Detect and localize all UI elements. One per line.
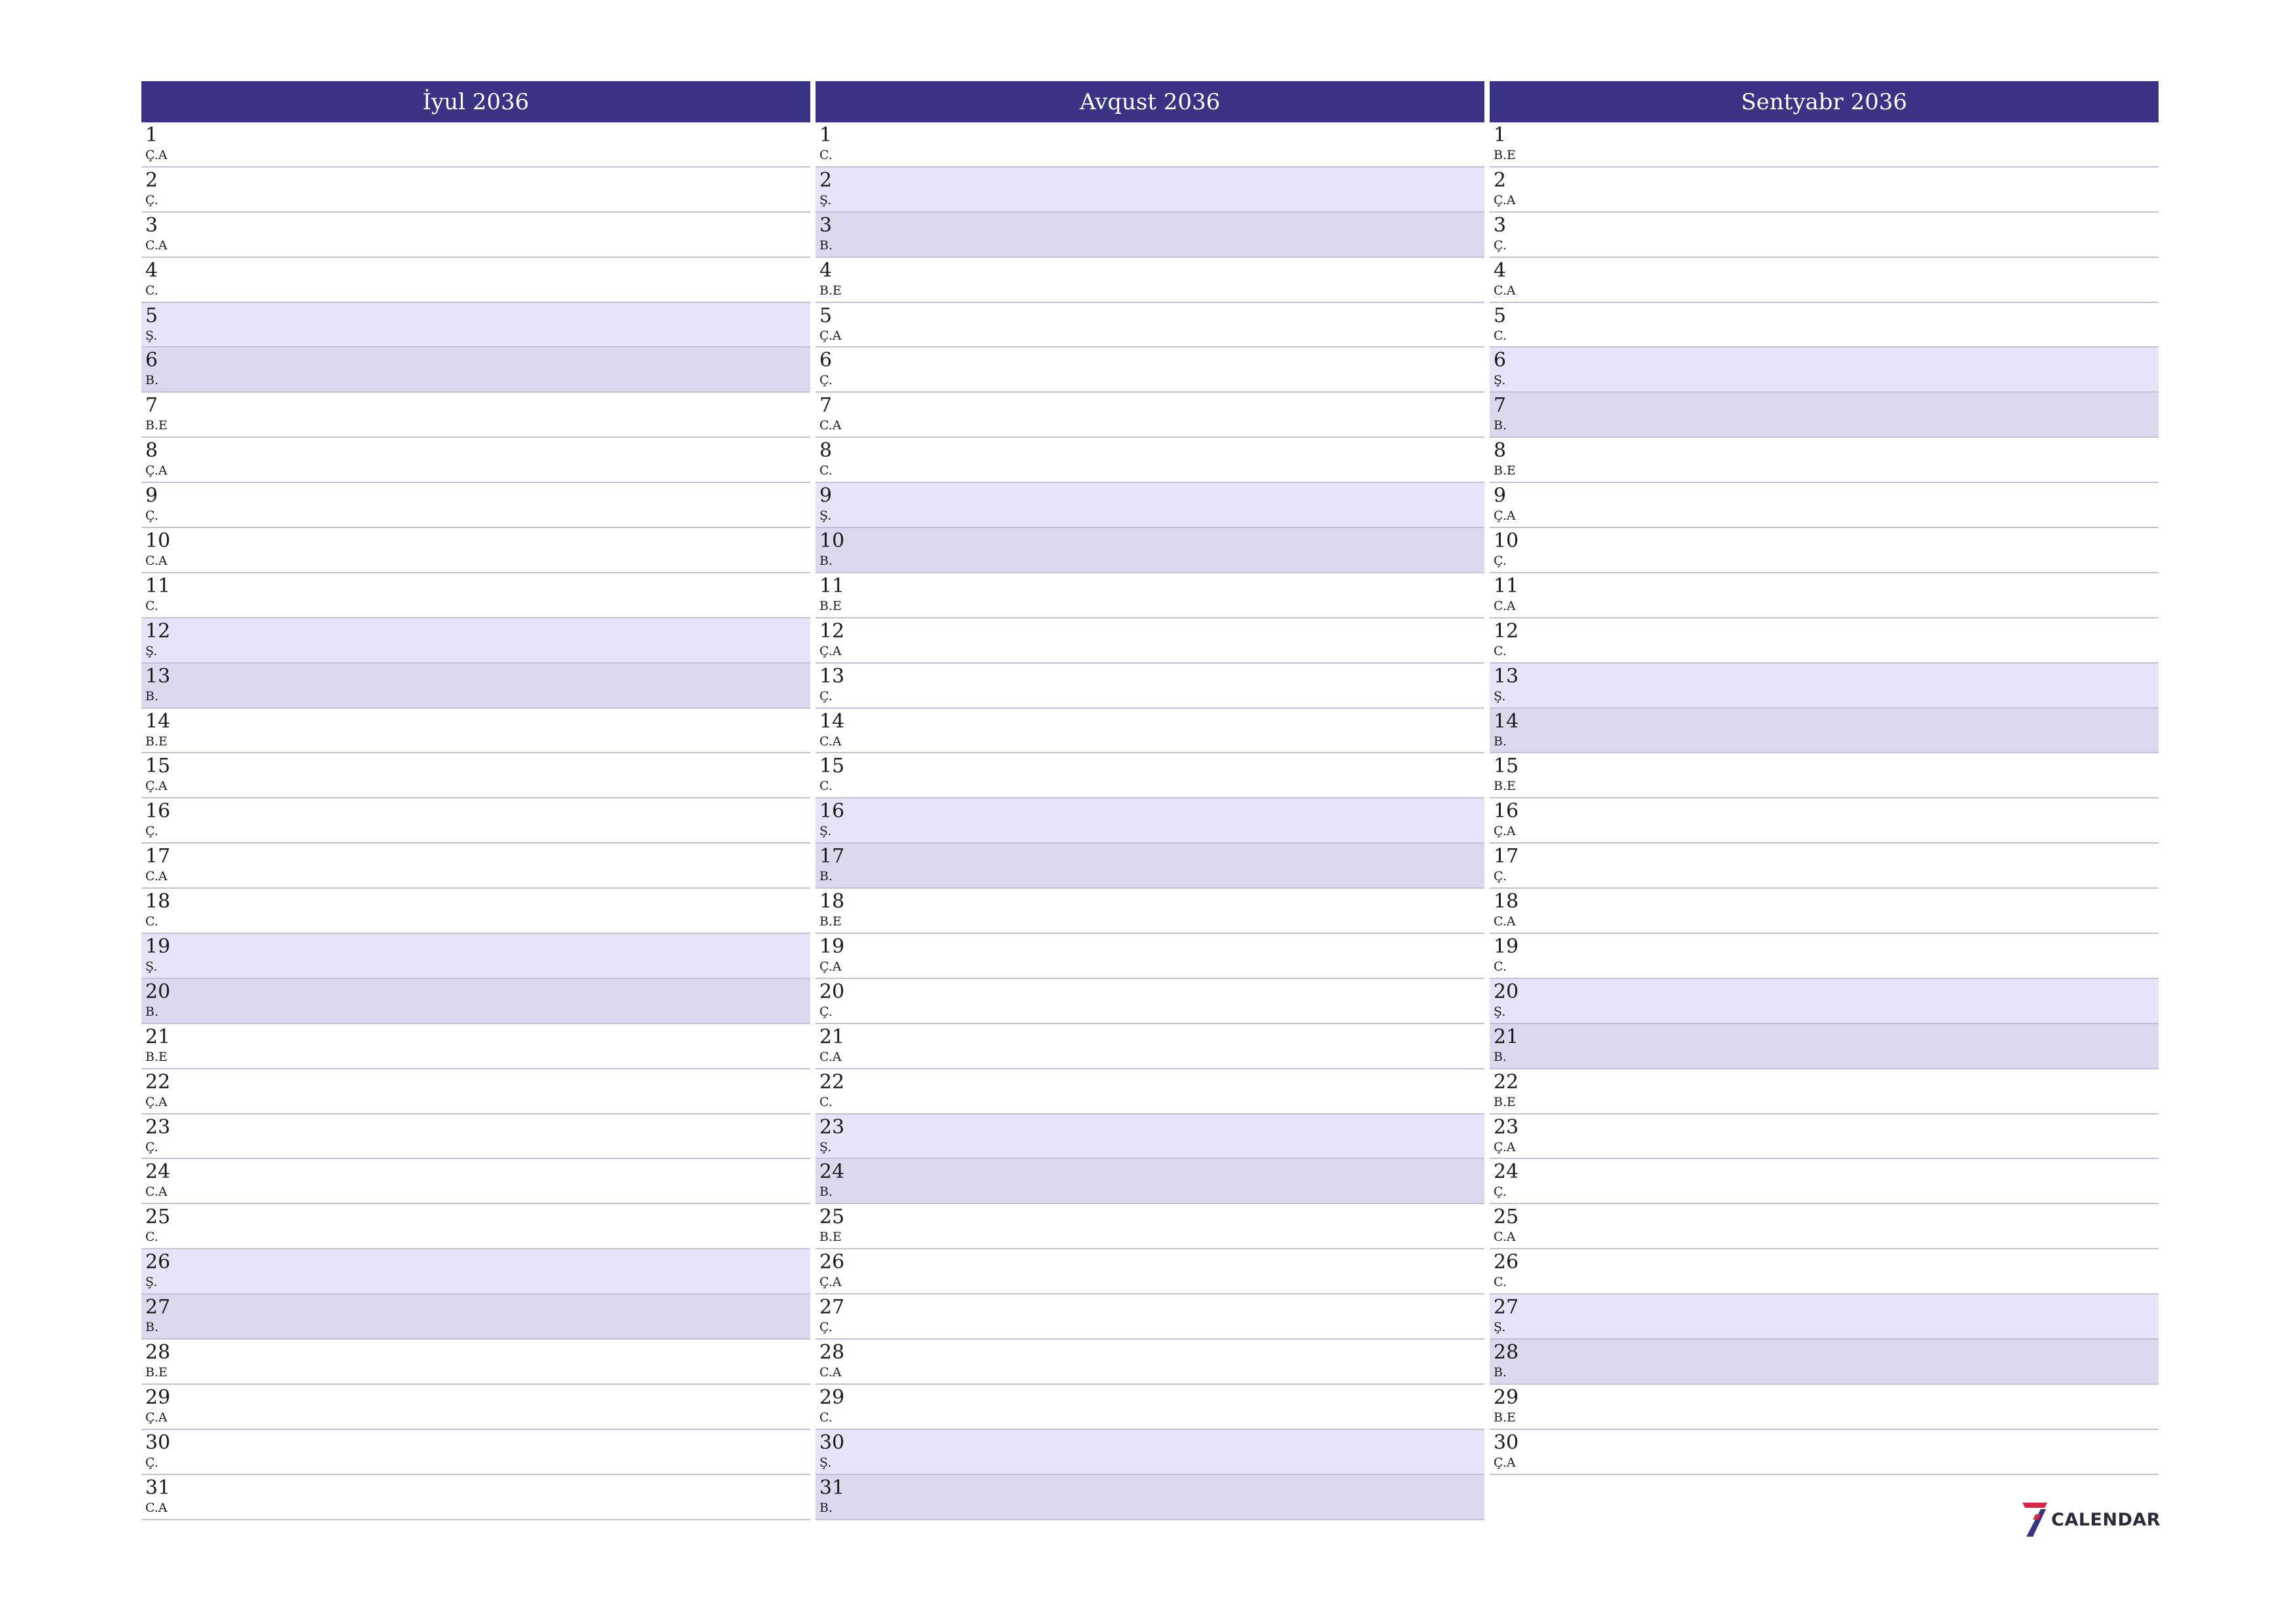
day-number: 25 — [1494, 1205, 1519, 1229]
weekday-label: Ç.A — [145, 148, 168, 162]
month-september — [1490, 81, 2159, 1475]
weekday-label: C.A — [145, 238, 168, 253]
day-number: 8 — [1494, 439, 1507, 463]
day-number: 16 — [819, 800, 845, 823]
weekday-label: B. — [145, 1320, 159, 1335]
weekday-label: Ç. — [819, 688, 833, 704]
day-row — [141, 934, 810, 979]
weekday-label: C. — [819, 779, 833, 794]
weekday-label: Ç. — [1494, 238, 1507, 253]
weekday-label: Ş. — [145, 1275, 158, 1290]
day-number: 5 — [145, 304, 158, 327]
day-row — [1490, 1385, 2159, 1430]
weekday-label: Ş. — [145, 959, 158, 974]
weekday-label: Ç.A — [819, 1275, 842, 1290]
day-number: 27 — [145, 1296, 171, 1319]
day-row — [1490, 618, 2159, 664]
weekday-label: Ç.A — [1494, 1139, 1516, 1154]
day-row — [816, 573, 1484, 618]
day-row — [1490, 1430, 2159, 1475]
month-title: Avqust 2036 — [816, 81, 1484, 122]
weekday-label: B.E — [819, 283, 842, 298]
day-row — [141, 528, 810, 573]
weekday-label: Ş. — [819, 1455, 832, 1470]
day-row — [141, 348, 810, 393]
day-row — [141, 168, 810, 213]
day-row — [141, 1204, 810, 1249]
weekday-label: C.A — [145, 1185, 168, 1200]
day-list — [1490, 122, 2159, 1475]
weekday-label: Ş. — [1494, 1320, 1506, 1335]
weekday-label: Ç. — [145, 824, 158, 839]
day-row — [141, 1340, 810, 1385]
weekday-label: Ç. — [145, 1455, 158, 1470]
weekday-label: Ş. — [1494, 1004, 1506, 1019]
day-row — [816, 934, 1484, 979]
day-number: 28 — [819, 1341, 845, 1364]
day-row — [1490, 1069, 2159, 1115]
weekday-label: Ç. — [145, 508, 158, 524]
day-row — [1490, 348, 2159, 393]
weekday-label: Ç.A — [819, 959, 842, 974]
day-row — [141, 1249, 810, 1294]
weekday-label: Ş. — [819, 1139, 832, 1154]
day-number: 14 — [1494, 709, 1519, 733]
weekday-label: C. — [145, 283, 158, 298]
day-number: 5 — [1494, 304, 1507, 327]
day-number: 2 — [145, 168, 158, 192]
day-row — [1490, 303, 2159, 348]
day-number: 30 — [1494, 1431, 1519, 1454]
weekday-label: B.E — [1494, 148, 1516, 162]
day-row — [141, 709, 810, 754]
weekday-label: B. — [1494, 1365, 1507, 1380]
day-number: 27 — [1494, 1296, 1519, 1319]
day-number: 18 — [819, 890, 845, 914]
day-number: 6 — [1494, 349, 1507, 372]
day-number: 12 — [1494, 619, 1519, 643]
day-number: 15 — [145, 755, 171, 778]
weekday-label: B.E — [819, 598, 842, 613]
day-number: 6 — [145, 349, 158, 372]
day-row — [141, 844, 810, 889]
day-row — [816, 1294, 1484, 1340]
day-row — [816, 483, 1484, 528]
day-number: 9 — [819, 484, 833, 508]
weekday-label: C. — [145, 914, 158, 929]
day-row — [141, 213, 810, 258]
weekday-label: C. — [819, 463, 833, 478]
weekday-label: C. — [145, 1230, 158, 1245]
weekday-label: Ç.A — [145, 463, 168, 478]
day-row — [141, 258, 810, 303]
day-row — [816, 664, 1484, 709]
day-row — [141, 618, 810, 664]
weekday-label: Ç. — [1494, 1185, 1507, 1200]
day-row — [816, 393, 1484, 438]
weekday-label: B.E — [819, 1230, 842, 1245]
day-number: 22 — [819, 1070, 845, 1094]
day-row — [1490, 213, 2159, 258]
day-number: 24 — [819, 1160, 845, 1184]
weekday-label: B.E — [1494, 1094, 1516, 1109]
weekday-label: C. — [1494, 643, 1507, 658]
day-number: 4 — [145, 259, 158, 282]
day-number: 15 — [819, 755, 845, 778]
weekday-label: C.A — [145, 1500, 168, 1515]
day-row — [816, 1430, 1484, 1475]
day-row — [1490, 393, 2159, 438]
day-number: 17 — [1494, 845, 1519, 868]
weekday-label: Ş. — [819, 508, 832, 524]
day-row — [1490, 528, 2159, 573]
day-row — [1490, 844, 2159, 889]
day-row — [141, 303, 810, 348]
weekday-label: B. — [819, 1500, 833, 1515]
day-row — [816, 1475, 1484, 1520]
weekday-label: B.E — [1494, 1410, 1516, 1425]
day-number: 23 — [819, 1115, 845, 1139]
brand-logo — [2021, 1503, 2161, 1537]
weekday-label: B.E — [1494, 779, 1516, 794]
day-number: 14 — [145, 709, 171, 733]
weekday-label: Ç.A — [819, 328, 842, 343]
day-row — [1490, 438, 2159, 483]
day-number: 21 — [819, 1025, 845, 1048]
day-row — [141, 1430, 810, 1475]
day-row — [1490, 709, 2159, 754]
day-number: 8 — [819, 439, 833, 463]
day-row — [1490, 664, 2159, 709]
day-number: 17 — [819, 845, 845, 868]
seven-logo-icon — [2021, 1503, 2047, 1537]
day-number: 14 — [819, 709, 845, 733]
day-number: 25 — [145, 1205, 171, 1229]
day-row — [1490, 1159, 2159, 1204]
weekday-label: B. — [1494, 1049, 1507, 1064]
day-row — [816, 528, 1484, 573]
weekday-label: B.E — [1494, 463, 1516, 478]
day-row — [141, 1024, 810, 1069]
weekday-label: C. — [819, 1094, 833, 1109]
weekday-label: B. — [819, 554, 833, 569]
day-row — [816, 1024, 1484, 1069]
day-number: 12 — [145, 619, 171, 643]
weekday-label: C.A — [1494, 914, 1516, 929]
weekday-label: C. — [1494, 328, 1507, 343]
day-row — [1490, 122, 2159, 168]
weekday-label: C. — [819, 1410, 833, 1425]
weekday-label: B. — [145, 373, 159, 388]
day-row — [141, 438, 810, 483]
day-list — [141, 122, 810, 1520]
day-number: 30 — [819, 1431, 845, 1454]
day-number: 16 — [1494, 800, 1519, 823]
day-list — [816, 122, 1484, 1520]
day-number: 22 — [145, 1070, 171, 1094]
day-number: 3 — [145, 213, 158, 237]
day-number: 3 — [1494, 213, 1507, 237]
weekday-label: C.A — [819, 1365, 842, 1380]
day-number: 11 — [145, 574, 171, 597]
weekday-label: B.E — [145, 418, 168, 433]
day-row — [816, 258, 1484, 303]
day-number: 9 — [1494, 484, 1507, 508]
day-number: 20 — [1494, 980, 1519, 1003]
weekday-label: B. — [819, 1185, 833, 1200]
day-number: 12 — [819, 619, 845, 643]
weekday-label: B.E — [145, 734, 168, 749]
weekday-label: Ç.A — [1494, 824, 1516, 839]
weekday-label: B. — [1494, 418, 1507, 433]
day-row — [1490, 1294, 2159, 1340]
day-row — [1490, 798, 2159, 844]
weekday-label: Ç.A — [1494, 508, 1516, 524]
day-number: 11 — [1494, 574, 1519, 597]
day-number: 18 — [1494, 890, 1519, 914]
day-number: 6 — [819, 349, 833, 372]
day-row — [816, 979, 1484, 1024]
day-number: 10 — [145, 529, 171, 553]
day-row — [816, 1249, 1484, 1294]
day-number: 11 — [819, 574, 845, 597]
day-row — [1490, 753, 2159, 798]
day-number: 1 — [1494, 124, 1507, 147]
weekday-label: C.A — [145, 869, 168, 884]
day-row — [816, 709, 1484, 754]
weekday-label: Ç.A — [145, 779, 168, 794]
day-number: 9 — [145, 484, 158, 508]
day-row — [1490, 483, 2159, 528]
weekday-label: Ş. — [819, 824, 832, 839]
day-number: 7 — [145, 394, 158, 418]
day-number: 16 — [145, 800, 171, 823]
weekday-label: Ç. — [819, 1004, 833, 1019]
day-number: 31 — [819, 1476, 845, 1499]
day-number: 23 — [145, 1115, 171, 1139]
day-row — [141, 573, 810, 618]
day-row — [816, 618, 1484, 664]
day-number: 22 — [1494, 1070, 1519, 1094]
day-row — [816, 348, 1484, 393]
day-number: 23 — [1494, 1115, 1519, 1139]
day-number: 7 — [819, 394, 833, 418]
day-row — [141, 1159, 810, 1204]
day-number: 4 — [1494, 259, 1507, 282]
day-number: 10 — [1494, 529, 1519, 553]
month-title: Sentyabr 2036 — [1490, 81, 2159, 122]
day-number: 19 — [1494, 935, 1519, 959]
day-row — [141, 393, 810, 438]
day-row — [816, 303, 1484, 348]
day-row — [1490, 934, 2159, 979]
month-july — [141, 81, 810, 1520]
weekday-label: B. — [819, 869, 833, 884]
weekday-label: C. — [1494, 1275, 1507, 1290]
day-row — [816, 798, 1484, 844]
day-number: 21 — [1494, 1025, 1519, 1048]
day-number: 13 — [145, 664, 171, 688]
day-number: 27 — [819, 1296, 845, 1319]
day-row — [816, 213, 1484, 258]
day-number: 29 — [1494, 1385, 1519, 1409]
day-row — [141, 1475, 810, 1520]
day-number: 20 — [819, 980, 845, 1003]
day-number: 8 — [145, 439, 158, 463]
day-number: 13 — [819, 664, 845, 688]
day-row — [816, 1159, 1484, 1204]
day-row — [141, 889, 810, 934]
weekday-label: Ç.A — [145, 1094, 168, 1109]
weekday-label: Ç. — [819, 1320, 833, 1335]
day-number: 17 — [145, 845, 171, 868]
weekday-label: B.E — [145, 1049, 168, 1064]
day-row — [141, 122, 810, 168]
day-row — [816, 753, 1484, 798]
weekday-label: Ç.A — [819, 643, 842, 658]
weekday-label: B.E — [819, 914, 842, 929]
day-row — [141, 979, 810, 1024]
day-number: 18 — [145, 890, 171, 914]
day-number: 3 — [819, 213, 833, 237]
day-number: 26 — [1494, 1251, 1519, 1274]
day-row — [141, 483, 810, 528]
weekday-label: C. — [819, 148, 833, 162]
day-number: 13 — [1494, 664, 1519, 688]
day-number: 20 — [145, 980, 171, 1003]
weekday-label: B. — [1494, 734, 1507, 749]
day-row — [141, 1294, 810, 1340]
day-row — [816, 438, 1484, 483]
day-row — [1490, 168, 2159, 213]
day-number: 29 — [145, 1385, 171, 1409]
weekday-label: B. — [145, 1004, 159, 1019]
weekday-label: C. — [1494, 959, 1507, 974]
day-number: 26 — [145, 1251, 171, 1274]
weekday-label: B.E — [145, 1365, 168, 1380]
day-row — [141, 1069, 810, 1115]
day-number: 24 — [1494, 1160, 1519, 1184]
day-number: 4 — [819, 259, 833, 282]
day-number: 26 — [819, 1251, 845, 1274]
weekday-label: Ş. — [145, 643, 158, 658]
day-row — [816, 1385, 1484, 1430]
day-number: 19 — [819, 935, 845, 959]
day-row — [1490, 258, 2159, 303]
weekday-label: C.A — [819, 1049, 842, 1064]
day-number: 21 — [145, 1025, 171, 1048]
day-row — [1490, 573, 2159, 618]
day-row — [141, 664, 810, 709]
weekday-label: Ş. — [1494, 688, 1506, 704]
weekday-label: C.A — [145, 554, 168, 569]
day-row — [141, 753, 810, 798]
day-number: 30 — [145, 1431, 171, 1454]
day-number: 1 — [819, 124, 833, 147]
day-number: 5 — [819, 304, 833, 327]
day-row — [1490, 889, 2159, 934]
weekday-label: Ş. — [1494, 373, 1506, 388]
day-row — [816, 889, 1484, 934]
weekday-label: Ç. — [1494, 554, 1507, 569]
logo-text: CALENDAR — [2051, 1509, 2161, 1530]
day-number: 10 — [819, 529, 845, 553]
day-number: 28 — [145, 1341, 171, 1364]
day-row — [1490, 1340, 2159, 1385]
weekday-label: B. — [819, 238, 833, 253]
day-number: 15 — [1494, 755, 1519, 778]
month-title: İyul 2036 — [141, 81, 810, 122]
day-row — [1490, 979, 2159, 1024]
day-row — [141, 798, 810, 844]
day-row — [816, 1340, 1484, 1385]
day-row — [1490, 1249, 2159, 1294]
day-row — [816, 1115, 1484, 1160]
day-row — [141, 1115, 810, 1160]
day-row — [816, 168, 1484, 213]
day-row — [816, 1204, 1484, 1249]
day-number: 2 — [1494, 168, 1507, 192]
weekday-label: Ç. — [145, 1139, 158, 1154]
weekday-label: Ç. — [145, 192, 158, 207]
day-number: 28 — [1494, 1341, 1519, 1364]
day-row — [816, 122, 1484, 168]
day-number: 29 — [819, 1385, 845, 1409]
weekday-label: C.A — [1494, 283, 1516, 298]
weekday-label: Ş. — [145, 328, 158, 343]
weekday-label: Ç.A — [145, 1410, 168, 1425]
day-number: 24 — [145, 1160, 171, 1184]
day-row — [141, 1385, 810, 1430]
weekday-label: Ç. — [1494, 869, 1507, 884]
day-number: 25 — [819, 1205, 845, 1229]
weekday-label: Ç.A — [1494, 1455, 1516, 1470]
day-row — [816, 1069, 1484, 1115]
day-number: 7 — [1494, 394, 1507, 418]
day-number: 2 — [819, 168, 833, 192]
month-august — [816, 81, 1484, 1520]
day-row — [1490, 1115, 2159, 1160]
weekday-label: C.A — [1494, 1230, 1516, 1245]
day-number: 31 — [145, 1476, 171, 1499]
day-row — [1490, 1024, 2159, 1069]
weekday-label: B. — [145, 688, 159, 704]
weekday-label: Ç.A — [1494, 192, 1516, 207]
weekday-label: C.A — [819, 418, 842, 433]
day-row — [1490, 1204, 2159, 1249]
weekday-label: C. — [145, 598, 158, 613]
weekday-label: Ş. — [819, 192, 832, 207]
day-row — [816, 844, 1484, 889]
weekday-label: Ç. — [819, 373, 833, 388]
weekday-label: C.A — [819, 734, 842, 749]
day-number: 19 — [145, 935, 171, 959]
day-number: 1 — [145, 124, 158, 147]
weekday-label: C.A — [1494, 598, 1516, 613]
